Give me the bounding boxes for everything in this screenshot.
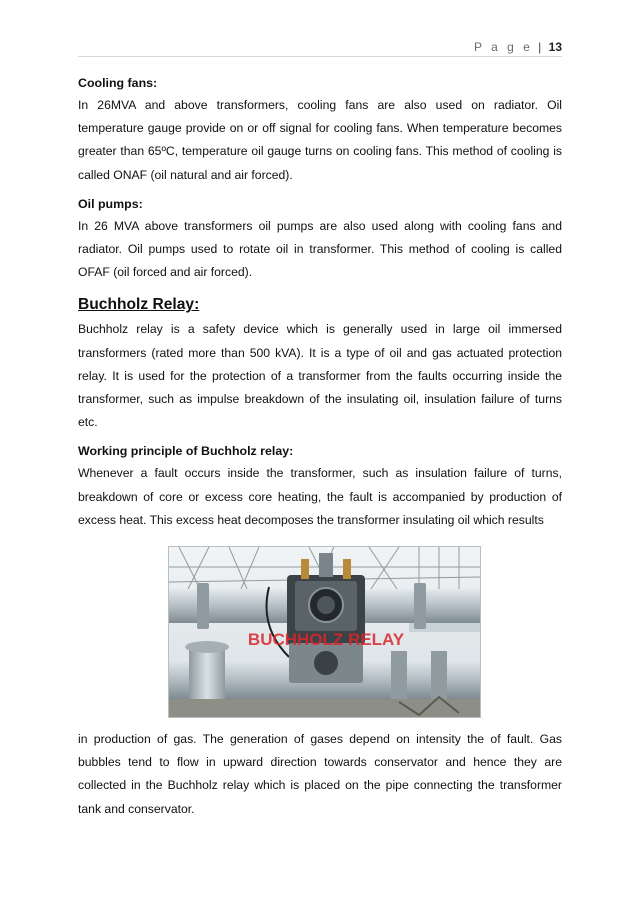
page-label: P a g e <box>474 40 533 54</box>
working-principle-paragraph-1: Whenever a fault occurs inside the transformer, such as insulation failure of turns, breakdown of core or excess core heating, the fault is accompanied by production of excess heat. This excess heat decomposes the transformer insulating oil which results <box>78 466 562 527</box>
buchholz-relay-photo-graphic <box>169 547 480 717</box>
cooling-fans-paragraph: In 26MVA and above transformers, cooling fans are also used on radiator. Oil temperature gauge provide on or off signal for cooling fans. When temperature becomes greater than 65ºC, temperature oil gauge turns on cooling fans. This method of cooling is called ONAF (oil natural and air forced). <box>78 98 562 182</box>
working-principle-paragraph-2: in production of gas. The generation of gases depend on intensity the of fault. Gas bubbles tend to flow in upward direction towards conservator and hence they are collected in the Buchholz relay which is placed on the pipe connecting the transformer tank and conservator. <box>78 732 562 816</box>
buchholz-relay-paragraph: Buchholz relay is a safety device which is generally used in large oil immersed transformers (rated more than 500 kVA). It is a type of oil and gas actuated protection relay. It is used for the protection of a transformer from the faults occurring inside the transformer, such as impulse breakdown of the insulating oil, insulation failure of turns etc. <box>78 322 562 430</box>
photo-overlay-text: BUCHHOLZ RELAY <box>247 630 405 650</box>
buchholz-relay-photo <box>168 546 481 718</box>
page-header <box>78 40 562 54</box>
document-body <box>78 72 562 821</box>
header-rule <box>78 56 562 57</box>
working-principle-heading: Working principle of Buchholz relay: <box>78 444 294 459</box>
oil-pumps-paragraph: In 26 MVA above transformers oil pumps are also used along with cooling fans and radiator. Oil pumps used to rotate oil in transformer. This method of cooling is called OFAF (oil forced and air forced). <box>78 218 562 280</box>
page-separator: | <box>538 40 542 54</box>
cooling-fans-heading: Cooling fans: <box>78 76 158 90</box>
oil-pumps-heading: Oil pumps: <box>78 196 143 211</box>
buchholz-relay-heading: Buchholz Relay: <box>78 296 200 314</box>
page-number: 13 <box>548 40 562 54</box>
